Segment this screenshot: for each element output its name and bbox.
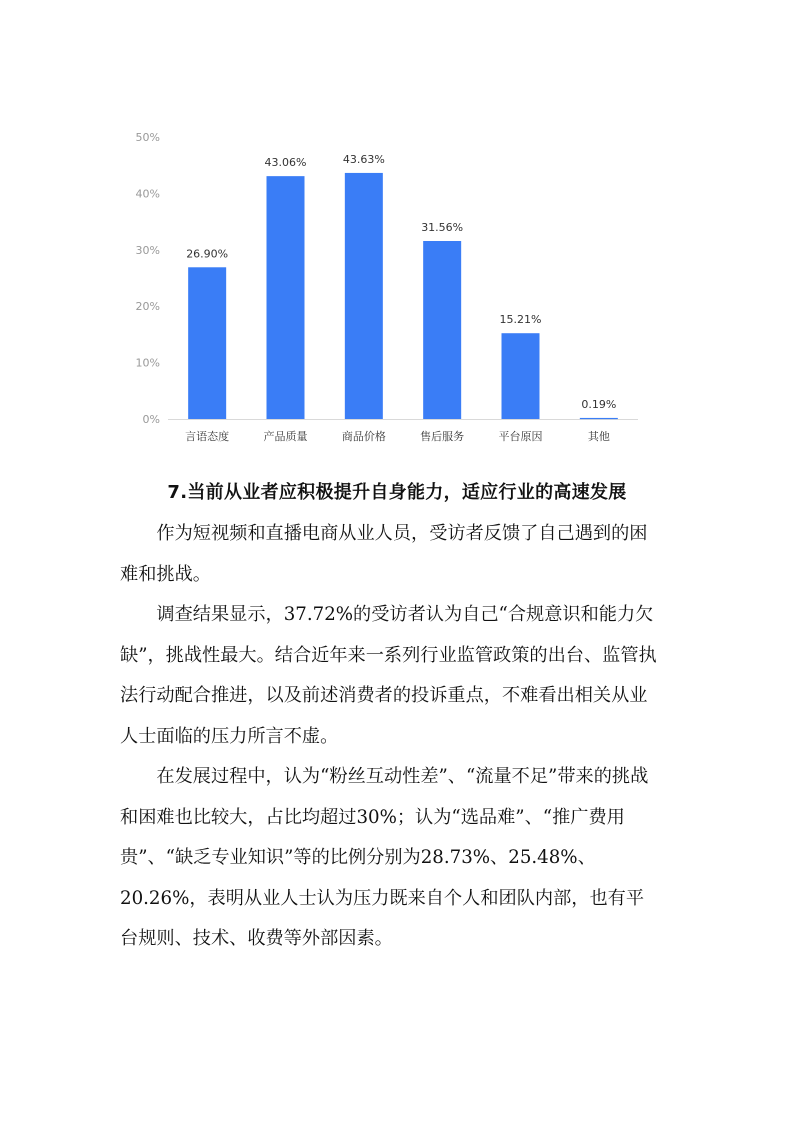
paragraph: 在发展过程中，认为“粉丝互动性差”、“流量不足”带来的挑战和困难也比较大，占比均超过30%；认为“选品难”、“推广费用贵”、“缺乏专业知识”等的比例分别为28.73%、25.48%、20.26%，表明从业人士认为压力既来自个人和团队内部，也有平台规则、技术、收费等外部因素。 bbox=[120, 766, 649, 949]
y-tick-label: 0% bbox=[142, 413, 160, 426]
data-label: 43.06% bbox=[264, 156, 307, 170]
x-tick-label: 平台原因 bbox=[498, 430, 543, 443]
bar bbox=[580, 418, 618, 419]
section-title: 7.当前从业者应积极提升自身能力，适应行业的高速发展 bbox=[167, 482, 627, 503]
bar-chart bbox=[0, 0, 794, 460]
data-label: 15.21% bbox=[499, 313, 542, 327]
body-text bbox=[120, 514, 662, 960]
data-label: 31.56% bbox=[421, 221, 464, 235]
y-tick-label: 30% bbox=[135, 243, 160, 257]
y-tick-label: 10% bbox=[135, 356, 160, 370]
bar bbox=[423, 241, 461, 419]
paragraph: 调查结果显示，37.72%的受访者认为自己“合规意识和能力欠缺”，挑战性最大。结合近年来一系列行业监管政策的出台、监管执法行动配合推进，以及前述消费者的投诉重点，不难看出相关从业人士面临的压力所言不虚。 bbox=[120, 604, 657, 747]
x-tick-label: 其他 bbox=[587, 430, 610, 443]
data-label: 0.19% bbox=[581, 397, 617, 411]
x-tick-label: 言语态度 bbox=[185, 430, 230, 443]
y-tick-label: 20% bbox=[135, 300, 160, 314]
bar bbox=[345, 173, 383, 419]
x-tick-label: 产品质量 bbox=[263, 430, 308, 443]
bar bbox=[188, 267, 226, 419]
bar bbox=[502, 333, 540, 419]
bar bbox=[267, 176, 305, 419]
data-label: 43.63% bbox=[342, 152, 385, 166]
x-tick-label: 售后服务 bbox=[420, 430, 465, 443]
data-label: 26.90% bbox=[186, 247, 229, 261]
y-tick-label: 40% bbox=[135, 187, 160, 201]
paragraph: 作为短视频和直播电商从业人员，受访者反馈了自己遇到的困难和挑战。 bbox=[120, 523, 648, 585]
y-tick-label: 50% bbox=[135, 131, 160, 144]
x-tick-label: 商品价格 bbox=[341, 430, 386, 443]
